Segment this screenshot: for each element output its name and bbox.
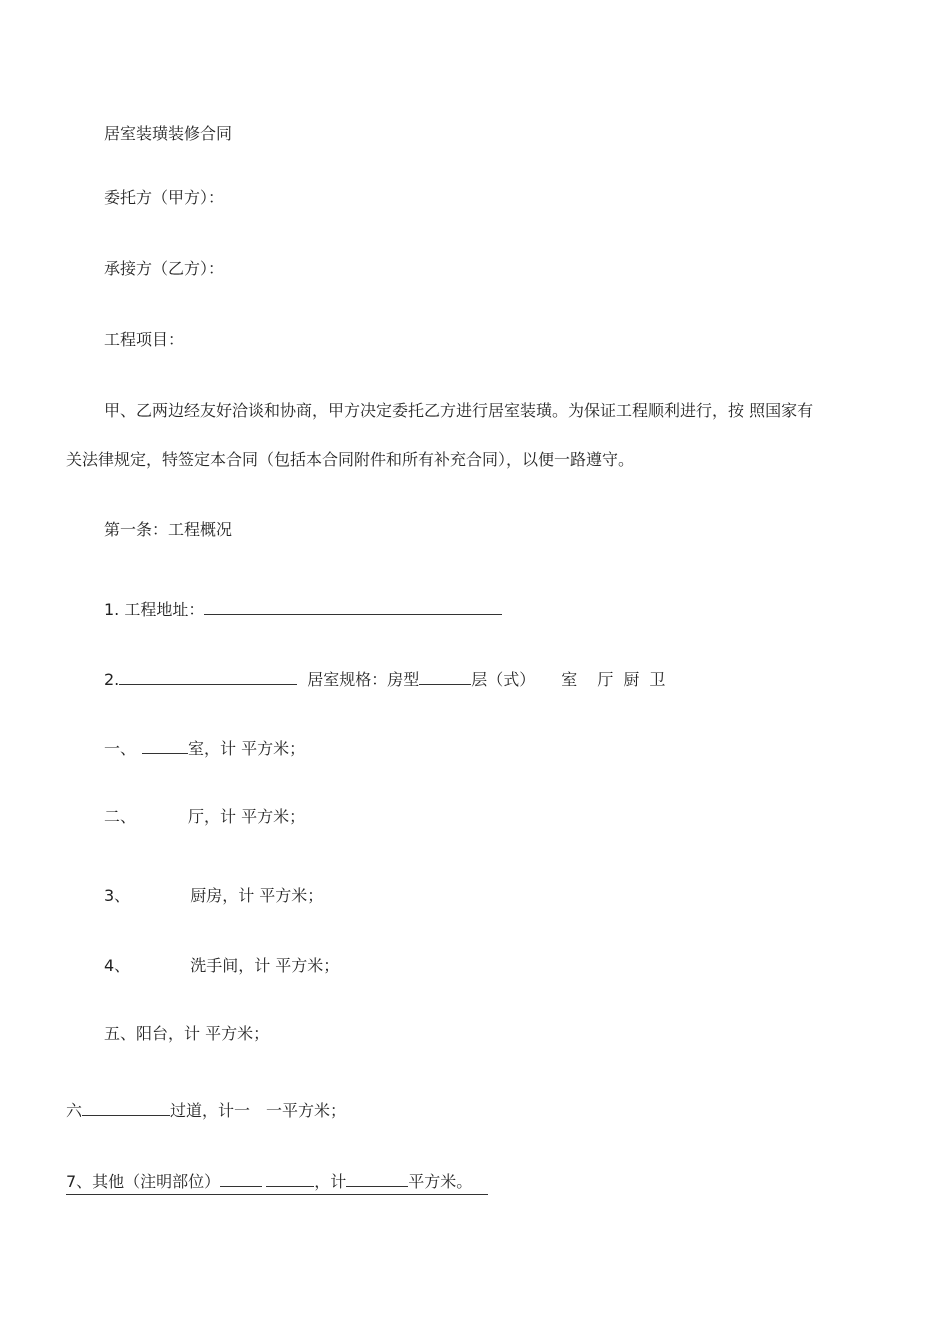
- room-line-1: [104, 737, 305, 759]
- room-1-blank: [142, 737, 188, 754]
- room-3-prefix: 3、: [104, 886, 131, 905]
- room-line-3: [104, 886, 323, 906]
- intro-paragraph-line2: 关法律规定，特签定本合同（包括本合同附件和所有补充合同），以便一路遵守。: [66, 450, 635, 469]
- room-6-prefix: 六: [66, 1101, 83, 1120]
- room-4-text: 洗手间，计 平方米；: [190, 956, 340, 975]
- room-line-7: [66, 1170, 488, 1195]
- room-label: 室: [561, 670, 578, 689]
- room-7-sep: ，计: [314, 1172, 347, 1191]
- room-6-blank: [82, 1099, 170, 1116]
- room-line-2: [104, 807, 305, 827]
- spec-blank: [119, 668, 297, 685]
- room-line-5: 五、阳台，计 平方米；: [104, 1024, 270, 1043]
- item-room-spec: [104, 668, 665, 690]
- room-line-6: [66, 1099, 346, 1121]
- item-address: [104, 598, 502, 620]
- room-1-text: 室，计 平方米；: [188, 739, 306, 758]
- address-label: 1. 工程地址：: [104, 600, 205, 619]
- room-6-unit: 一平方米；: [266, 1101, 347, 1120]
- address-blank: [204, 598, 502, 615]
- room-7-blank-b: [266, 1170, 314, 1187]
- room-7-blank-c: [346, 1170, 408, 1187]
- room-1-prefix: 一、: [104, 739, 137, 758]
- room-4-prefix: 4、: [104, 956, 131, 975]
- bath-label: 卫: [649, 670, 666, 689]
- hall-label: 厅: [597, 670, 614, 689]
- floor-label: 层（式）: [471, 670, 536, 689]
- kitchen-label: 厨: [623, 670, 640, 689]
- contract-title: 居室装璜装修合同: [104, 124, 233, 143]
- room-2-prefix: 二、: [104, 807, 137, 826]
- room-3-text: 厨房，计 平方米；: [190, 886, 324, 905]
- room-7-text: 7、其他（注明部位）: [66, 1172, 221, 1191]
- intro-paragraph-line1: 甲、乙两边经友好洽谈和协商，甲方决定委托乙方进行居室装璜。为保证工程顺利进行，按 照国家有: [104, 401, 814, 420]
- spec-label: 居室规格：房型: [307, 670, 420, 689]
- party-a-label: 委托方（甲方）：: [104, 188, 225, 207]
- article-1-heading: 第一条：工程概况: [104, 520, 233, 539]
- room-2-text: 厅，计 平方米；: [188, 807, 306, 826]
- room-6-text: 过道，计一: [170, 1101, 251, 1120]
- room-7-blank-a: [220, 1170, 262, 1187]
- room-line-4: [104, 956, 339, 976]
- room-7-unit: 平方米。: [408, 1172, 473, 1191]
- party-b-label: 承接方（乙方）：: [104, 259, 225, 278]
- floor-blank: [419, 668, 471, 685]
- spec-number: 2.: [104, 670, 120, 689]
- project-label: 工程项目：: [104, 330, 185, 349]
